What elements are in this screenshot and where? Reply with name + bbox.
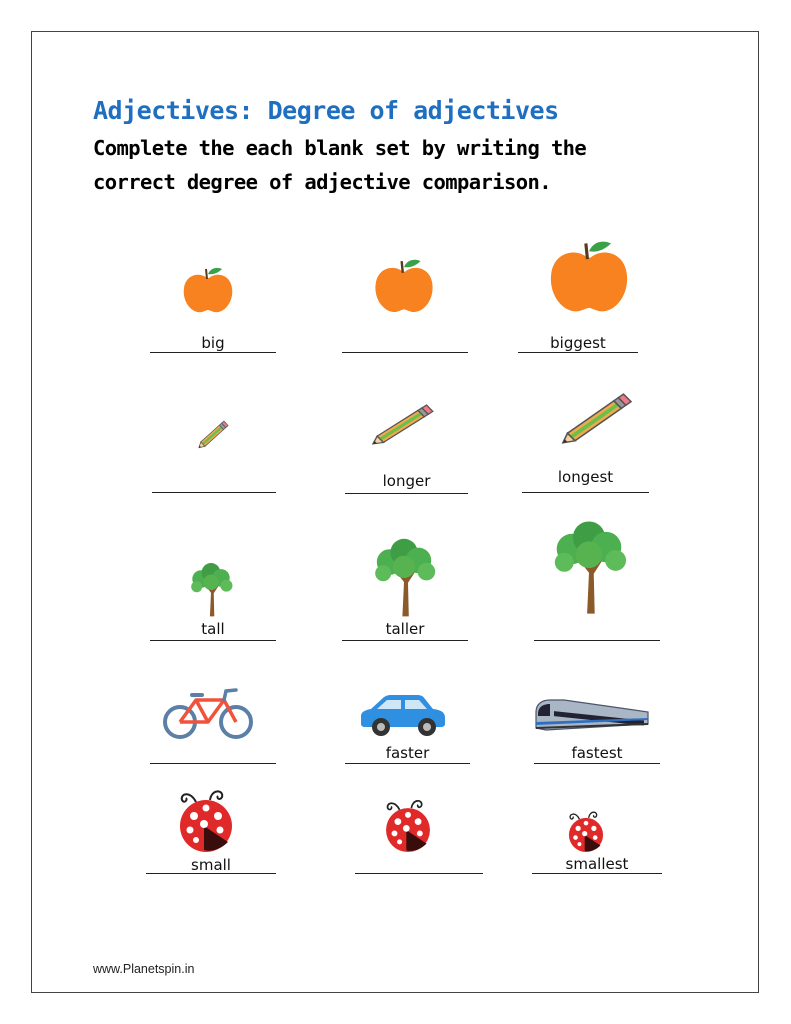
pencil-icon — [555, 384, 639, 454]
answer-line — [534, 640, 660, 641]
answer-word: fastest — [571, 744, 623, 762]
tree-icon — [551, 520, 627, 616]
answer-line — [522, 492, 649, 493]
answer-word: small — [191, 856, 231, 874]
pencil-icon — [367, 396, 439, 454]
ladybug-icon — [174, 788, 238, 852]
apple-icon — [180, 266, 236, 316]
car-icon — [357, 692, 449, 738]
instruction-line-1: Complete the each blank set by writing the — [93, 136, 587, 160]
footer-website: www.Planetspin.in — [93, 962, 195, 976]
tree-icon — [372, 538, 436, 618]
pencil-icon — [190, 416, 236, 454]
answer-line — [518, 352, 638, 353]
answer-line — [146, 873, 276, 874]
answer-line — [532, 873, 662, 874]
bicycle-icon — [162, 686, 254, 740]
answer-line — [150, 352, 276, 353]
answer-word: big — [201, 334, 225, 352]
answer-word: smallest — [565, 855, 629, 873]
answer-word: faster — [385, 744, 430, 762]
apple-icon — [545, 238, 633, 318]
answer-line — [355, 873, 483, 874]
answer-line — [152, 492, 276, 493]
answer-line — [150, 763, 276, 764]
answer-word: taller — [385, 620, 425, 638]
answer-word: tall — [201, 620, 225, 638]
answer-word: longer — [382, 472, 431, 490]
apple-icon — [371, 257, 437, 317]
instruction-line-2: correct degree of adjective comparison. — [93, 170, 551, 194]
answer-line — [342, 640, 468, 641]
answer-line — [345, 493, 468, 494]
worksheet-title: Adjectives: Degree of adjectives — [93, 96, 559, 125]
answer-word: longest — [557, 468, 614, 486]
tree-icon — [189, 562, 233, 618]
answer-line — [150, 640, 276, 641]
answer-word: biggest — [550, 334, 606, 352]
train-icon — [534, 698, 650, 734]
ladybug-icon — [381, 798, 435, 852]
ladybug-icon — [565, 810, 607, 852]
answer-line — [345, 763, 470, 764]
answer-line — [534, 763, 660, 764]
answer-line — [342, 352, 468, 353]
